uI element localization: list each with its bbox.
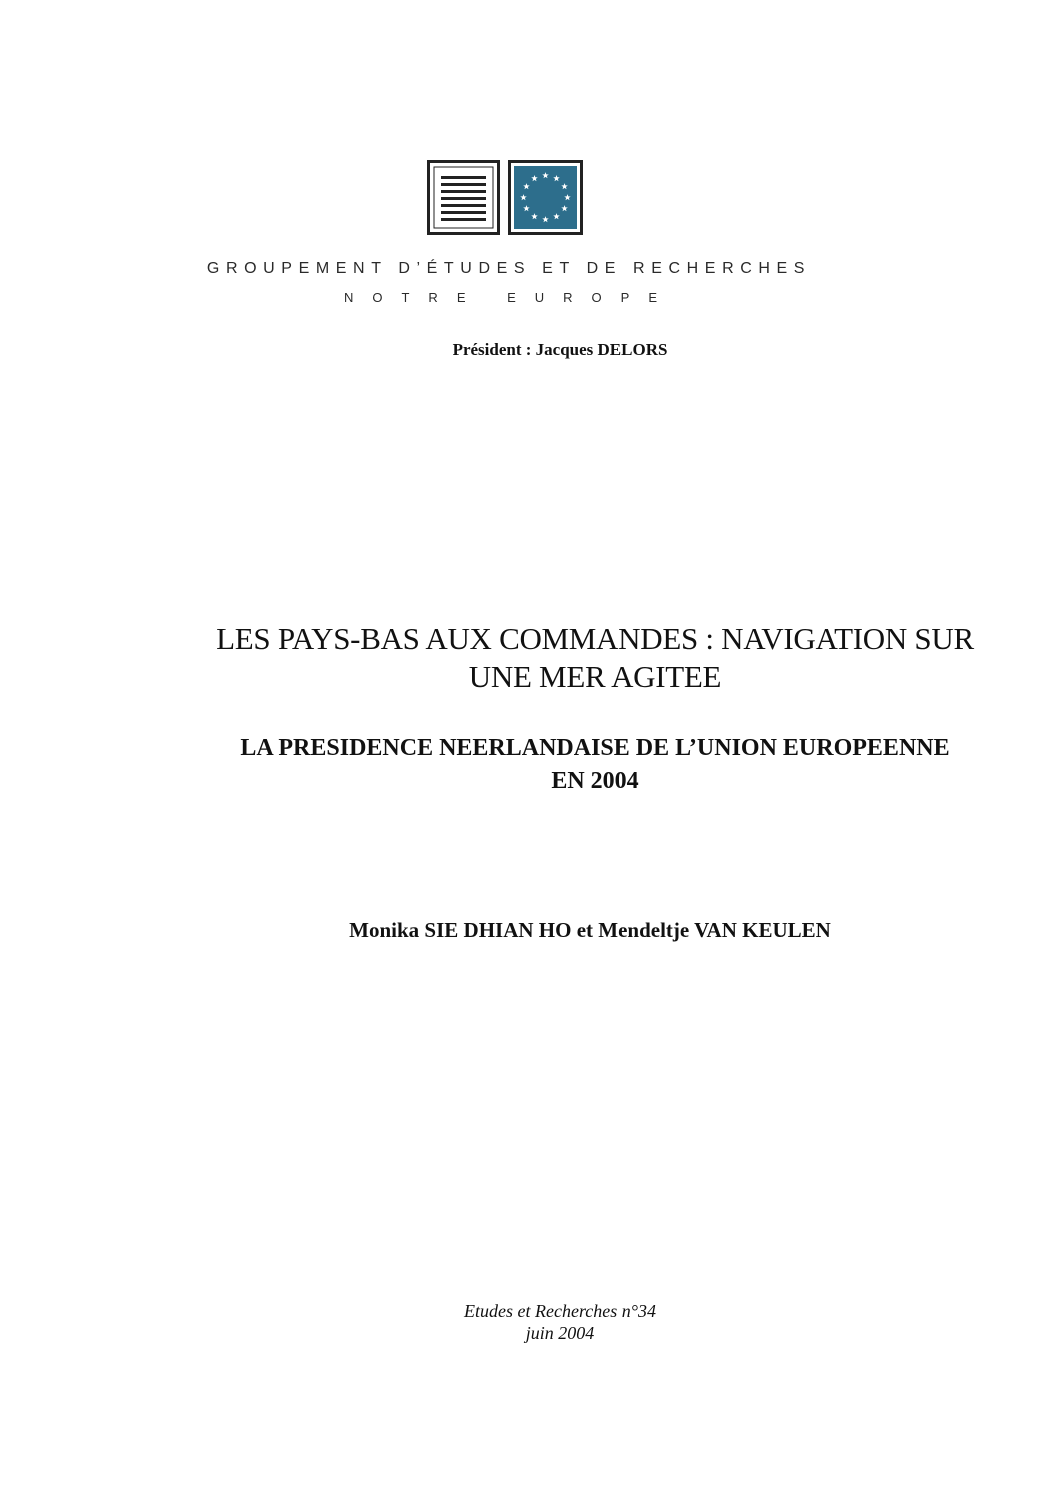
eu-stars-icon xyxy=(510,162,582,234)
organization-subtitle: NOTRE EUROPE xyxy=(343,290,676,305)
authors: Monika SIE DHIAN HO et Mendeltje VAN KEULEN xyxy=(349,918,831,942)
document-lines-icon xyxy=(429,162,499,234)
notre-europe-logo xyxy=(427,160,583,235)
publication-info xyxy=(360,1300,760,1344)
organization-name: GROUPEMENT D’ÉTUDES ET DE RECHERCHES xyxy=(206,260,812,277)
publication-date: juin 2004 xyxy=(525,1323,595,1343)
subtitle-line-2: EN 2004 xyxy=(551,768,639,794)
title-line-1: LES PAYS-BAS AUX COMMANDES : NAVIGATION SUR xyxy=(216,621,974,656)
title-line-2: UNE MER AGITEE xyxy=(468,659,722,694)
subtitle-line-1: LA PRESIDENCE NEERLANDAISE DE L’UNION EUROPEENNE xyxy=(240,735,950,761)
president-line: Président : Jacques DELORS xyxy=(452,340,668,359)
document-subtitle xyxy=(160,732,1030,798)
series-number: Etudes et Recherches n°34 xyxy=(464,1301,656,1321)
document-title xyxy=(160,620,1030,696)
